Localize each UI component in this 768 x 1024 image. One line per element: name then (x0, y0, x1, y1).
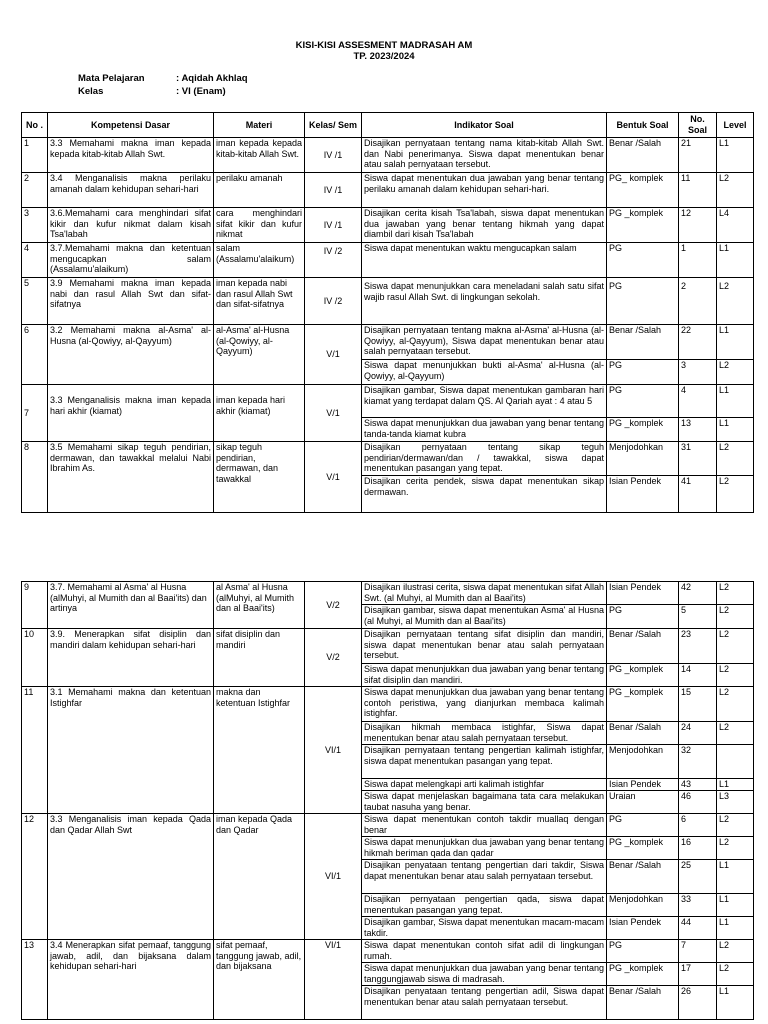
kompetensi-dasar: 3.7.Memahami makna dan ketentuan mengucapkan salam (Assalamu'alaikum) (48, 243, 214, 278)
materi: iman kepada hari akhir (kiamat) (214, 385, 305, 442)
no-soal: 33 (679, 894, 717, 917)
indikator-soal: Disajikan pernyataan pengertian qada, siswa dapat menentukan pasangan yang tepat. (362, 894, 607, 917)
bentuk-soal: PG (607, 814, 679, 837)
kelas-sem: IV /1 (305, 208, 362, 243)
indikator-soal: Siswa dapat menentukan dua jawaban yang benar tentang perilaku amanah dalam kehidupan sehari-hari. (362, 173, 607, 208)
col-header-bentuk: Bentuk Soal (607, 113, 679, 138)
materi: iman kepada kepada kitab-kitab Allah Swt. (214, 138, 305, 173)
bentuk-soal: Benar /Salah (607, 722, 679, 745)
bentuk-soal: Uraian (607, 791, 679, 814)
kompetensi-dasar: 3.2 Memahami makna al-Asma' al-Husna (al-Qowiyy, al-Qayyum) (48, 325, 214, 385)
no-soal: 43 (679, 779, 717, 791)
level: L1 (717, 418, 754, 442)
bentuk-soal: PG (607, 360, 679, 385)
level: L1 (717, 243, 754, 278)
level: L2 (717, 940, 754, 963)
class-value: : VI (Enam) (176, 86, 226, 97)
table-row (22, 940, 754, 963)
indikator-soal: Disajikan pernyataan tentang pengertian kalimah istighfar, siswa dapat menentukan pasangan yang tepat. (362, 745, 607, 779)
bentuk-soal: Menjodohkan (607, 442, 679, 476)
materi: salam (Assalamu'alaikum) (214, 243, 305, 278)
indikator-soal: Disajikan pernyataan tentang makna al-Asma' al-Husna (al-Qowiyy, al-Qayyum), Siswa dapat menentukan benar atau salah pernyataan tersebut. (362, 325, 607, 360)
indikator-soal: Siswa dapat menentukan waktu mengucapkan salam (362, 243, 607, 278)
row-no: 9 (22, 582, 48, 629)
table-row (22, 173, 754, 208)
bentuk-soal: Benar /Salah (607, 629, 679, 664)
indikator-soal: Siswa dapat menunjukkan dua jawaban yang benar tentang contoh peristiwa, yang dianjurkan membaca kalimah istighfar. (362, 687, 607, 722)
col-header-materi: Materi (214, 113, 305, 138)
table-row (22, 208, 754, 243)
col-header-kelas: Kelas/ Sem (305, 113, 362, 138)
no-soal: 15 (679, 687, 717, 722)
level: L1 (717, 860, 754, 894)
indikator-soal: Disajikan gambar, Siswa dapat menentukan macam-macam takdir. (362, 917, 607, 940)
kelas-sem: IV /2 (305, 243, 362, 278)
kelas-sem: V/1 (305, 325, 362, 385)
level: L2 (717, 687, 754, 722)
level: L2 (717, 278, 754, 325)
document-title: KISI-KISI ASSESMENT MADRASAH AM (295, 40, 473, 51)
kompetensi-dasar: 3.7. Memahami al Asma' al Husna (alMuhyi, al Mumith dan al Baai'its) dan artinya (48, 582, 214, 629)
indikator-soal: Disajikan gambar, Siswa dapat menentukan gambaran hari kiamat yang terdapat dalam QS. Al Qariah ayat : 4 atau 5 (362, 385, 607, 418)
indikator-soal: Siswa dapat menunjukkan bukti al-Asma' al-Husna (al-Qowiyy, al-Qayyum) (362, 360, 607, 385)
level: L2 (717, 664, 754, 687)
materi: sifat pemaaf, tanggung jawab, adil, dan bijaksana (214, 940, 305, 1020)
indikator-soal: Siswa dapat menentukan contoh sifat adil di lingkungan rumah. (362, 940, 607, 963)
table-row (22, 814, 754, 837)
level: L2 (717, 360, 754, 385)
level: L2 (717, 963, 754, 986)
col-header-kompetensi: Kompetensi Dasar (48, 113, 214, 138)
indikator-soal: Disajikan pernyataan tentang sifat disiplin dan mandiri, siswa dapat menentukan benar atau salah pernyataan tersebut. (362, 629, 607, 664)
no-soal: 4 (679, 385, 717, 418)
kisi-kisi-table-1 (21, 112, 754, 513)
bentuk-soal: PG (607, 605, 679, 629)
kompetensi-dasar: 3.3 Menganalisis iman kepada Qada dan Qadar Allah Swt (48, 814, 214, 940)
no-soal: 24 (679, 722, 717, 745)
kompetensi-dasar: 3.4 Menganalisis makna perilaku amanah dalam kehidupan sehari-hari (48, 173, 214, 208)
bentuk-soal: Isian Pendek (607, 582, 679, 605)
level: L3 (717, 791, 754, 814)
level: L4 (717, 208, 754, 243)
kelas-sem: VI/1 (305, 687, 362, 814)
col-header-indikator: Indikator Soal (362, 113, 607, 138)
indikator-soal: Disajikan cerita pendek, siswa dapat menentukan sikap dermawan. (362, 476, 607, 513)
indikator-soal: Siswa dapat menentukan contoh takdir muallaq dengan benar (362, 814, 607, 837)
table-row (22, 138, 754, 173)
no-soal: 3 (679, 360, 717, 385)
no-soal: 44 (679, 917, 717, 940)
materi: sifat disiplin dan mandiri (214, 629, 305, 687)
bentuk-soal: Benar /Salah (607, 860, 679, 894)
no-soal: 25 (679, 860, 717, 894)
kompetensi-dasar: 3.3 Memahami makna iman kepada kepada kitab-kitab Allah Swt. (48, 138, 214, 173)
bentuk-soal: PG (607, 243, 679, 278)
no-soal: 6 (679, 814, 717, 837)
indikator-soal: Disajikan cerita kisah Tsa'labah, siswa dapat menentukan dua jawaban yang benar tentang hikmah yang dapat diambil dari kisah Tsa'labah (362, 208, 607, 243)
level: L2 (717, 442, 754, 476)
indikator-soal: Siswa dapat menunjukkan dua jawaban yang benar tentang tanggungjawab siswa di madrasah. (362, 963, 607, 986)
bentuk-soal: Menjodohkan (607, 894, 679, 917)
level: L2 (717, 605, 754, 629)
col-header-level: Level (717, 113, 754, 138)
no-soal: 1 (679, 243, 717, 278)
no-soal: 14 (679, 664, 717, 687)
kelas-sem: IV /2 (305, 278, 362, 325)
kelas-sem: V/1 (305, 442, 362, 513)
subject-row (78, 73, 248, 84)
bentuk-soal: PG _komplek (607, 208, 679, 243)
bentuk-soal: Isian Pendek (607, 917, 679, 940)
level: L1 (717, 779, 754, 791)
indikator-soal: Disajikan pernyataan tentang nama kitab-kitab Allah Swt. dan Nabi penerimanya. Siswa dapat menentukan benar atau salah pernyataan tersebut. (362, 138, 607, 173)
kelas-sem: V/1 (305, 385, 362, 442)
bentuk-soal: PG (607, 385, 679, 418)
bentuk-soal: PG _komplek (607, 963, 679, 986)
row-no: 2 (22, 173, 48, 208)
no-soal: 32 (679, 745, 717, 779)
no-soal: 16 (679, 837, 717, 860)
level: L2 (717, 629, 754, 664)
no-soal: 17 (679, 963, 717, 986)
header-row (22, 113, 754, 138)
no-soal: 5 (679, 605, 717, 629)
indikator-soal: Siswa dapat menunjukkan cara meneladani salah satu sifat wajib rasul Allah Swt. di lingkungan sekolah. (362, 278, 607, 325)
table-row (22, 243, 754, 278)
bentuk-soal: Benar /Salah (607, 138, 679, 173)
row-no: 1 (22, 138, 48, 173)
materi: iman kepada Qada dan Qadar (214, 814, 305, 940)
bentuk-soal: Isian Pendek (607, 476, 679, 513)
kompetensi-dasar: 3.4 Menerapkan sifat pemaaf, tanggung jawab, adil, dan bijaksana dalam kehidupan sehari-hari (48, 940, 214, 1020)
no-soal: 12 (679, 208, 717, 243)
table-row (22, 629, 754, 664)
level: L1 (717, 385, 754, 418)
materi: perilaku amanah (214, 173, 305, 208)
kelas-sem: VI/1 (305, 940, 362, 1020)
indikator-soal: Disajikan penyataan tentang pengertian dari takdir, Siswa dapat menentukan benar atau salah pernyataan tersebut. (362, 860, 607, 894)
bentuk-soal: PG _komplek (607, 687, 679, 722)
no-soal: 2 (679, 278, 717, 325)
kompetensi-dasar: 3.3 Menganalisis makna iman kepada hari akhir (kiamat) (48, 385, 214, 442)
indikator-soal: Disajikan hikmah membaca istighfar, Siswa dapat menentukan benar atau salah pernyataan tersebut. (362, 722, 607, 745)
subject-value: : Aqidah Akhlaq (176, 73, 248, 84)
indikator-soal: Disajikan penyataan tentang pengertian adil, Siswa dapat menentukan benar atau salah pernyataan tersebut. (362, 986, 607, 1020)
row-no: 5 (22, 278, 48, 325)
indikator-soal: Siswa dapat menunjukkan dua jawaban yang benar tentang sifat disiplin dan mandiri. (362, 664, 607, 687)
kelas-sem: V/2 (305, 582, 362, 629)
kompetensi-dasar: 3.5 Memahami sikap teguh pendirian, dermawan, dan tawakkal melalui Nabi Ibrahim As. (48, 442, 214, 513)
kelas-sem: V/2 (305, 629, 362, 687)
materi: makna dan ketentuan Istighfar (214, 687, 305, 814)
row-no: 8 (22, 442, 48, 513)
no-soal: 26 (679, 986, 717, 1020)
no-soal: 11 (679, 173, 717, 208)
row-no: 6 (22, 325, 48, 385)
indikator-soal: Disajikan ilustrasi cerita, siswa dapat menentukan sifat Allah Swt. (al Muhyi, al Mumith dan al Baai'its) (362, 582, 607, 605)
materi: sikap teguh pendirian, dermawan, dan tawakkal (214, 442, 305, 513)
level (717, 745, 754, 779)
level: L1 (717, 138, 754, 173)
indikator-soal: Disajikan pernyataan tentang sikap teguh pendirian/dermawan/dan / tawakkal, siswa dapat menentukan pasangan yang tepat. (362, 442, 607, 476)
table-row (22, 325, 754, 360)
row-no: 4 (22, 243, 48, 278)
kompetensi-dasar: 3.1 Memahami makna dan ketentuan Istighfar (48, 687, 214, 814)
class-row (78, 86, 226, 97)
table-row (22, 582, 754, 605)
materi: al Asma' al Husna (alMuhyi, al Mumith dan al Baai'its) (214, 582, 305, 629)
no-soal: 41 (679, 476, 717, 513)
col-header-nosoal: No. Soal (679, 113, 717, 138)
level: L2 (717, 173, 754, 208)
level: L1 (717, 917, 754, 940)
subject-label: Mata Pelajaran (78, 73, 145, 84)
level: L2 (717, 582, 754, 605)
materi: cara menghindari sifat kikir dan kufur nikmat (214, 208, 305, 243)
bentuk-soal: PG (607, 940, 679, 963)
kelas-sem: IV /1 (305, 173, 362, 208)
indikator-soal: Disajikan gambar, siswa dapat menentukan Asma' al Husna (al Muhyi, al Mumith dan al Baai'its) (362, 605, 607, 629)
bentuk-soal: PG_ komplek (607, 173, 679, 208)
level: L1 (717, 325, 754, 360)
bentuk-soal: PG _komplek (607, 837, 679, 860)
col-header-no: No . (22, 113, 48, 138)
level: L1 (717, 986, 754, 1020)
bentuk-soal: PG _komplek (607, 418, 679, 442)
class-label: Kelas (78, 86, 104, 97)
no-soal: 23 (679, 629, 717, 664)
table-row (22, 385, 754, 418)
bentuk-soal: Isian Pendek (607, 779, 679, 791)
document-year: TP. 2023/2024 (353, 51, 415, 62)
bentuk-soal: Benar /Salah (607, 325, 679, 360)
kisi-kisi-table-2 (21, 581, 754, 1020)
table-row (22, 278, 754, 325)
no-soal: 21 (679, 138, 717, 173)
level: L2 (717, 722, 754, 745)
row-no: 3 (22, 208, 48, 243)
no-soal: 7 (679, 940, 717, 963)
materi: iman kepada nabi dan rasul Allah Swt dan sifat-sifatnya (214, 278, 305, 325)
indikator-soal: Siswa dapat menunjukkan dua jawaban yang benar tentang hikmah beriman qada dan qadar (362, 837, 607, 860)
row-no: 11 (22, 687, 48, 814)
kelas-sem: IV /1 (305, 138, 362, 173)
kompetensi-dasar: 3.9 Memahami makna iman kepada nabi dan rasul Allah Swt dan sifat-sifatnya (48, 278, 214, 325)
no-soal: 13 (679, 418, 717, 442)
level: L2 (717, 476, 754, 513)
bentuk-soal: PG (607, 278, 679, 325)
no-soal: 22 (679, 325, 717, 360)
no-soal: 31 (679, 442, 717, 476)
row-no: 13 (22, 940, 48, 1020)
level: L1 (717, 894, 754, 917)
row-no: 12 (22, 814, 48, 940)
bentuk-soal: PG _komplek (607, 664, 679, 687)
indikator-soal: Siswa dapat melengkapi arti kalimah istighfar (362, 779, 607, 791)
materi: al-Asma' al-Husna (al-Qowiyy, al-Qayyum) (214, 325, 305, 385)
kompetensi-dasar: 3.6.Memahami cara menghindari sifat kikir dan kufur nikmat dalam kisah Tsa'labah (48, 208, 214, 243)
level: L2 (717, 814, 754, 837)
table-row (22, 442, 754, 476)
kelas-sem: VI/1 (305, 814, 362, 940)
level: L2 (717, 837, 754, 860)
kompetensi-dasar: 3.9. Menerapkan sifat disiplin dan mandiri dalam kehidupan sehari-hari (48, 629, 214, 687)
table-row (22, 687, 754, 722)
bentuk-soal: Menjodohkan (607, 745, 679, 779)
row-no: 10 (22, 629, 48, 687)
no-soal: 42 (679, 582, 717, 605)
no-soal: 46 (679, 791, 717, 814)
indikator-soal: Siswa dapat menjelaskan bagaimana tata cara melakukan taubat nasuha yang benar. (362, 791, 607, 814)
row-no: 7 (22, 385, 48, 442)
indikator-soal: Siswa dapat menunjukkan dua jawaban yang benar tentang tanda-tanda kiamat kubra (362, 418, 607, 442)
bentuk-soal: Benar /Salah (607, 986, 679, 1020)
